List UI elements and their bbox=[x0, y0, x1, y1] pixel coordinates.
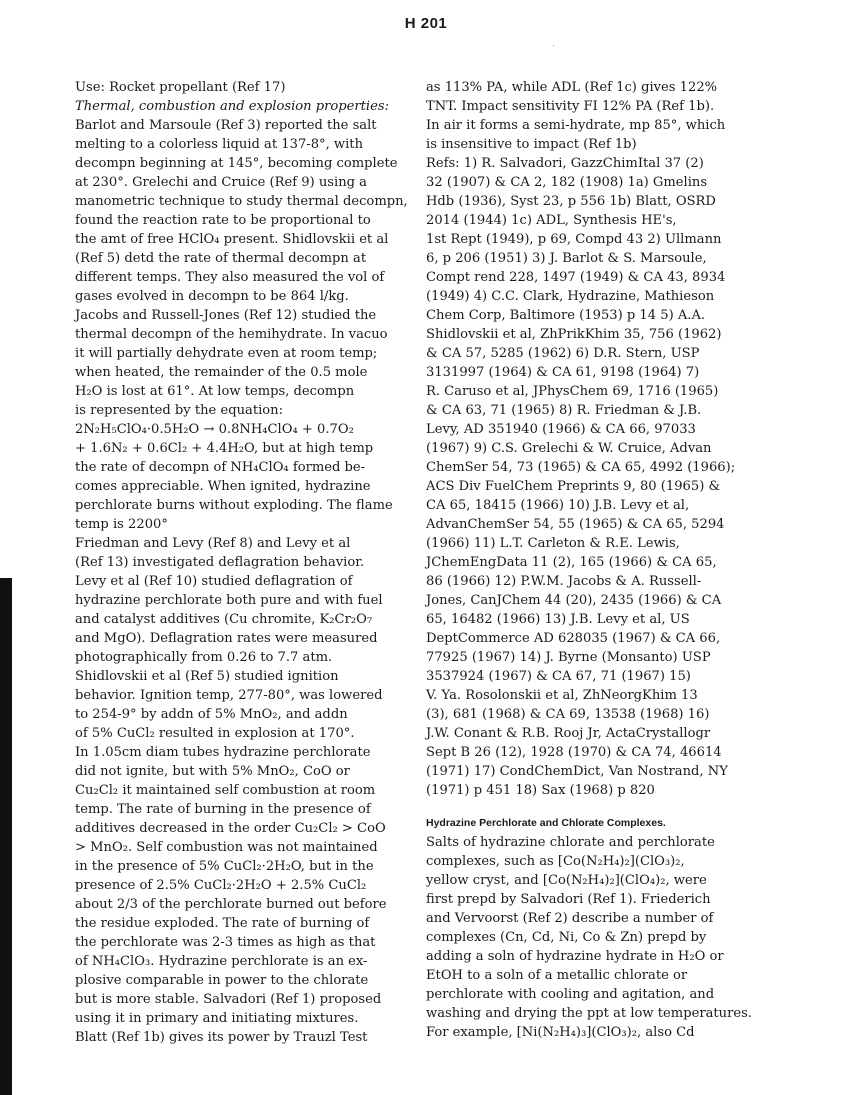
reference-line: AdvanChemSer 54, 55 (1965) & CA 65, 5294 bbox=[426, 517, 725, 532]
text-line: > MnO₂. Self combustion was not maintained bbox=[75, 840, 378, 855]
text-line: the residue exploded. The rate of burning of bbox=[75, 916, 370, 931]
text-line: perchlorate burns without exploding. The flame bbox=[75, 498, 393, 513]
text-line: complexes (Cn, Cd, Ni, Co & Zn) prepd by bbox=[426, 930, 707, 945]
text-line: and Vervoorst (Ref 2) describe a number of bbox=[426, 911, 714, 926]
text-line: Cu₂Cl₂ it maintained self combustion at room bbox=[75, 783, 376, 798]
text-line: the perchlorate was 2-3 times as high as that bbox=[75, 935, 376, 950]
text-line: perchlorate with cooling and agitation, and bbox=[426, 987, 715, 1002]
text-line: but is more stable. Salvadori (Ref 1) proposed bbox=[75, 992, 382, 1007]
reference-line: 86 (1966) 12) P.W.M. Jacobs & A. Russell- bbox=[426, 574, 702, 589]
text-line: is represented by the equation: bbox=[75, 403, 284, 418]
reference-line: 1st Rept (1949), p 69, Compd 43 2) Ullmann bbox=[426, 232, 722, 247]
text-line: Shidlovskii et al (Ref 5) studied ignition bbox=[75, 669, 339, 684]
text-line: In 1.05cm diam tubes hydrazine perchlorate bbox=[75, 745, 371, 760]
text-line: behavior. Ignition temp, 277-80°, was lowered bbox=[75, 688, 383, 703]
text-line: additives decreased in the order Cu₂Cl₂ > CoO bbox=[75, 821, 386, 836]
text-line: temp. The rate of burning in the presence of bbox=[75, 802, 371, 817]
reference-line: Chem Corp, Baltimore (1953) p 14 5) A.A. bbox=[426, 308, 706, 323]
text-line: first prepd by Salvadori (Ref 1). Friederich bbox=[426, 892, 711, 907]
text-line: different temps. They also measured the vol of bbox=[75, 270, 385, 285]
text-line: Jacobs and Russell-Jones (Ref 12) studied the bbox=[75, 308, 377, 323]
text-line: Use: Rocket propellant (Ref 17) bbox=[75, 80, 286, 95]
reference-line: (1967) 9) C.S. Grelechi & W. Cruice, Advan bbox=[426, 441, 712, 456]
page-edge-shadow bbox=[0, 578, 12, 1095]
text-line: and catalyst additives (Cu chromite, K₂Cr₂O₇ bbox=[75, 612, 373, 627]
text-line: presence of 2.5% CuCl₂·2H₂O + 2.5% CuCl₂ bbox=[75, 878, 367, 893]
text-line: Thermal, combustion and explosion properties: bbox=[75, 99, 390, 114]
reference-line: 2014 (1944) 1c) ADL, Synthesis HE's, bbox=[426, 213, 677, 228]
complexes-block bbox=[426, 833, 806, 1042]
text-line: washing and drying the ppt at low temperatures. bbox=[426, 1006, 752, 1021]
reference-line: 3537924 (1967) & CA 67, 71 (1967) 15) bbox=[426, 669, 691, 684]
reference-line: Shidlovskii et al, ZhPrikKhim 35, 756 (1962) bbox=[426, 327, 722, 342]
text-line: at 230°. Grelechi and Cruice (Ref 9) using a bbox=[75, 175, 367, 190]
text-line: in the presence of 5% CuCl₂·2H₂O, but in the bbox=[75, 859, 374, 874]
reference-line: Levy, AD 351940 (1966) & CA 66, 97033 bbox=[426, 422, 696, 437]
text-line: EtOH to a soln of a metallic chlorate or bbox=[426, 968, 688, 983]
right-column bbox=[426, 78, 806, 1042]
reference-line: (1949) 4) C.C. Clark, Hydrazine, Mathieson bbox=[426, 289, 715, 304]
reference-line: Compt rend 228, 1497 (1949) & CA 43, 8934 bbox=[426, 270, 726, 285]
text-line: it will partially dehydrate even at room temp; bbox=[75, 346, 378, 361]
text-line: 2N₂H₅ClO₄·0.5H₂O → 0.8NH₄ClO₄ + 0.7O₂ bbox=[75, 422, 354, 437]
references-block bbox=[426, 78, 806, 800]
text-line: the amt of free HClO₄ present. Shidlovskii et al bbox=[75, 232, 389, 247]
scan-mark: · bbox=[552, 40, 555, 50]
text-line: + 1.6N₂ + 0.6Cl₂ + 4.4H₂O, but at high temp bbox=[75, 441, 374, 456]
reference-line: (1971) 17) CondChemDict, Van Nostrand, NY bbox=[426, 764, 728, 779]
reference-line: R. Caruso et al, JPhysChem 69, 1716 (1965) bbox=[426, 384, 719, 399]
text-line: adding a soln of hydrazine hydrate in H₂O or bbox=[426, 949, 724, 964]
text-line: H₂O is lost at 61°. At low temps, decompn bbox=[75, 384, 355, 399]
text-line: gases evolved in decompn to be 864 l/kg. bbox=[75, 289, 349, 304]
text-line: yellow cryst, and [Co(N₂H₄)₂](ClO₄)₂, were bbox=[426, 873, 707, 888]
text-line: temp is 2200° bbox=[75, 517, 168, 532]
text-line: Barlot and Marsoule (Ref 3) reported the salt bbox=[75, 118, 377, 133]
text-line: using it in primary and initiating mixtures. bbox=[75, 1011, 359, 1026]
text-line: comes appreciable. When ignited, hydrazine bbox=[75, 479, 371, 494]
reference-line: JChemEngData 11 (2), 165 (1966) & CA 65, bbox=[426, 555, 717, 570]
reference-line: In air it forms a semi-hydrate, mp 85°, which bbox=[426, 118, 726, 133]
reference-line: & CA 57, 5285 (1962) 6) D.R. Stern, USP bbox=[426, 346, 700, 361]
reference-line: & CA 63, 71 (1965) 8) R. Friedman & J.B. bbox=[426, 403, 702, 418]
reference-line: (3), 681 (1968) & CA 69, 13538 (1968) 16) bbox=[426, 707, 710, 722]
reference-line: 6, p 206 (1951) 3) J. Barlot & S. Marsoule, bbox=[426, 251, 707, 266]
text-line: For example, [Ni(N₂H₄)₃](ClO₃)₂, also Cd bbox=[426, 1025, 695, 1040]
reference-line: 32 (1907) & CA 2, 182 (1908) 1a) Gmelins bbox=[426, 175, 708, 190]
text-line: Salts of hydrazine chlorate and perchlorate bbox=[426, 835, 715, 850]
reference-line: DeptCommerce AD 628035 (1967) & CA 66, bbox=[426, 631, 721, 646]
reference-line: 3131997 (1964) & CA 61, 9198 (1964) 7) bbox=[426, 365, 700, 380]
section-heading: Hydrazine Perchlorate and Chlorate Complexes. bbox=[426, 817, 666, 829]
text-line: plosive comparable in power to the chlorate bbox=[75, 973, 369, 988]
text-line: photographically from 0.26 to 7.7 atm. bbox=[75, 650, 333, 665]
reference-line: (1971) p 451 18) Sax (1968) p 820 bbox=[426, 783, 655, 798]
reference-line: V. Ya. Rosolonskii et al, ZhNeorgKhim 13 bbox=[426, 688, 698, 703]
reference-line: CA 65, 18415 (1966) 10) J.B. Levy et al, bbox=[426, 498, 690, 513]
reference-line: Hdb (1936), Syst 23, p 556 1b) Blatt, OSRD bbox=[426, 194, 716, 209]
text-line: melting to a colorless liquid at 137-8°, with bbox=[75, 137, 363, 152]
reference-line: as 113% PA, while ADL (Ref 1c) gives 122% bbox=[426, 80, 718, 95]
text-line: found the reaction rate to be proportional to bbox=[75, 213, 371, 228]
reference-line: is insensitive to impact (Ref 1b) bbox=[426, 137, 637, 152]
text-line: (Ref 13) investigated deflagration behavior. bbox=[75, 555, 365, 570]
text-line: and MgO). Deflagration rates were measured bbox=[75, 631, 378, 646]
page-number: H 201 bbox=[404, 15, 448, 32]
reference-line: J.W. Conant & R.B. Rooj Jr, ActaCrystallogr bbox=[426, 726, 711, 741]
text-line: about 2/3 of the perchlorate burned out before bbox=[75, 897, 387, 912]
text-line: decompn beginning at 145°, becoming complete bbox=[75, 156, 398, 171]
text-line: the rate of decompn of NH₄ClO₄ formed be- bbox=[75, 460, 366, 475]
reference-line: ChemSer 54, 73 (1965) & CA 65, 4992 (1966); bbox=[426, 460, 736, 475]
text-line: (Ref 5) detd the rate of thermal decompn at bbox=[75, 251, 367, 266]
reference-line: Sept B 26 (12), 1928 (1970) & CA 74, 46614 bbox=[426, 745, 722, 760]
text-line: complexes, such as [Co(N₂H₄)₂](ClO₃)₂, bbox=[426, 854, 685, 869]
reference-line: (1966) 11) L.T. Carleton & R.E. Lewis, bbox=[426, 536, 680, 551]
reference-line: ACS Div FuelChem Preprints 9, 80 (1965) & bbox=[426, 479, 721, 494]
reference-line: Jones, CanJChem 44 (20), 2435 (1966) & CA bbox=[426, 593, 722, 608]
text-line: Blatt (Ref 1b) gives its power by Trauzl Test bbox=[75, 1030, 368, 1045]
reference-line: 65, 16482 (1966) 13) J.B. Levy et al, US bbox=[426, 612, 690, 627]
left-column bbox=[75, 78, 408, 1047]
reference-line: 77925 (1967) 14) J. Byrne (Monsanto) USP bbox=[426, 650, 711, 665]
text-line: manometric technique to study thermal decompn, bbox=[75, 194, 408, 209]
text-line: of NH₄ClO₃. Hydrazine perchlorate is an ex- bbox=[75, 954, 368, 969]
text-line: did not ignite, but with 5% MnO₂, CoO or bbox=[75, 764, 350, 779]
reference-line: TNT. Impact sensitivity FI 12% PA (Ref 1b). bbox=[426, 99, 715, 114]
text-line: to 254-9° by addn of 5% MnO₂, and addn bbox=[75, 707, 348, 722]
text-line: Levy et al (Ref 10) studied deflagration of bbox=[75, 574, 353, 589]
text-line: thermal decompn of the hemihydrate. In vacuo bbox=[75, 327, 388, 342]
reference-line: Refs: 1) R. Salvadori, GazzChimItal 37 (2) bbox=[426, 156, 704, 171]
text-line: when heated, the remainder of the 0.5 mole bbox=[75, 365, 368, 380]
text-line: Friedman and Levy (Ref 8) and Levy et al bbox=[75, 536, 351, 551]
text-line: of 5% CuCl₂ resulted in explosion at 170°. bbox=[75, 726, 355, 741]
text-line: hydrazine perchlorate both pure and with fuel bbox=[75, 593, 383, 608]
